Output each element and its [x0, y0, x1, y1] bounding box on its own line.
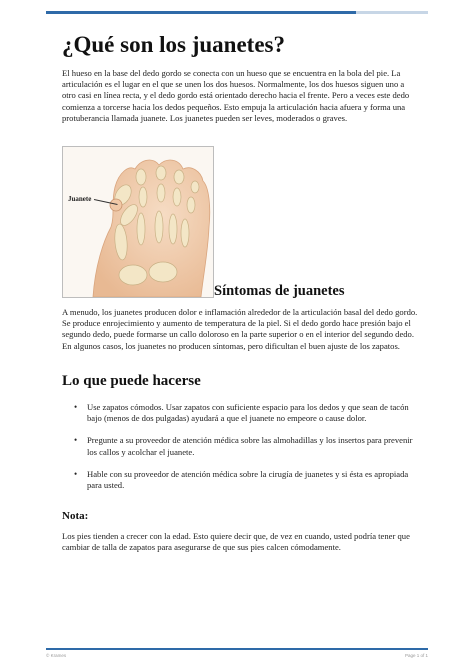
bullet-icon: • — [74, 435, 78, 446]
footer-copyright: © Krames — [46, 653, 67, 658]
actions-heading: Lo que puede hacerse — [62, 373, 201, 389]
header-accent-bar-light — [356, 11, 428, 14]
list-item-text: Pregunte a su proveedor de atención médica sobre las almohadillas y los insertos para prevenir los callos y acolchar el juanete. — [87, 435, 413, 457]
bullet-icon: • — [74, 402, 78, 412]
actions-list — [62, 402, 418, 502]
header-accent-bar-dark — [46, 11, 356, 14]
symptoms-paragraph: A menudo, los juanetes producen dolor e inflamación alrededor de la articulación basal del dedo gordo. Se produce enrojecimiento y aumento de temperatura de la piel. Si el dedo gordo hace presión bajo el segundo dedo, puede formarse un callo doloroso en la parte superior o en el interior del segundo dedo. En algunos casos, los juanetes no producen síntomas, pero dificultan el buen ajuste de los zapatos. — [62, 307, 418, 351]
list-item-text: Use zapatos cómodos. Usar zapatos con suficiente espacio para los dedos y que sean de tacón bajo (menos de dos pulgadas) ayudará a que el juanete no empeore o cause dolor. — [87, 402, 409, 424]
note-paragraph: Los pies tienden a crecer con la edad. Esto quiere decir que, de vez en cuando, usted podría tener que cambiar de talla de zapatos para asegurarse de que sus pies calcen cómodamente. — [62, 531, 410, 553]
foot-bones-drawing — [63, 147, 213, 297]
figure-label-bunion: Juanete — [68, 195, 92, 203]
list-item — [62, 469, 418, 491]
bullet-icon: • — [74, 468, 78, 479]
list-item-text: Hable con su proveedor de atención médica sobre la cirugía de juanetes y si ésta es apropiada para usted. — [87, 468, 409, 491]
note-heading: Nota: — [62, 510, 89, 522]
page-title: ¿Qué son los juanetes? — [62, 32, 285, 57]
header-accent-bar — [46, 11, 428, 14]
list-item — [62, 435, 418, 457]
bunion-illustration — [62, 146, 214, 298]
footer-rule — [46, 648, 428, 650]
symptoms-heading: Síntomas de juanetes — [214, 283, 345, 299]
list-item — [62, 402, 418, 424]
intro-paragraph: El hueso en la base del dedo gordo se conecta con un hueso que se encuentra en la bola del pie. La articulación es el lugar en el que se unen los dos huesos. Normalmente, los dos huesos siguen uno a otro casi en línea recta, y el dedo gordo está orientado derecho hacia el frente. Pero a veces este dedo comienza a torcerse hacia los dedos pequeños. Esto empuja la articulación hacia afuera y forma una protuberancia llamada juanete. Los juanetes pueden ser leves, moderados o graves. — [62, 68, 410, 123]
footer-page-number: Page 1 of 1 — [404, 653, 428, 658]
